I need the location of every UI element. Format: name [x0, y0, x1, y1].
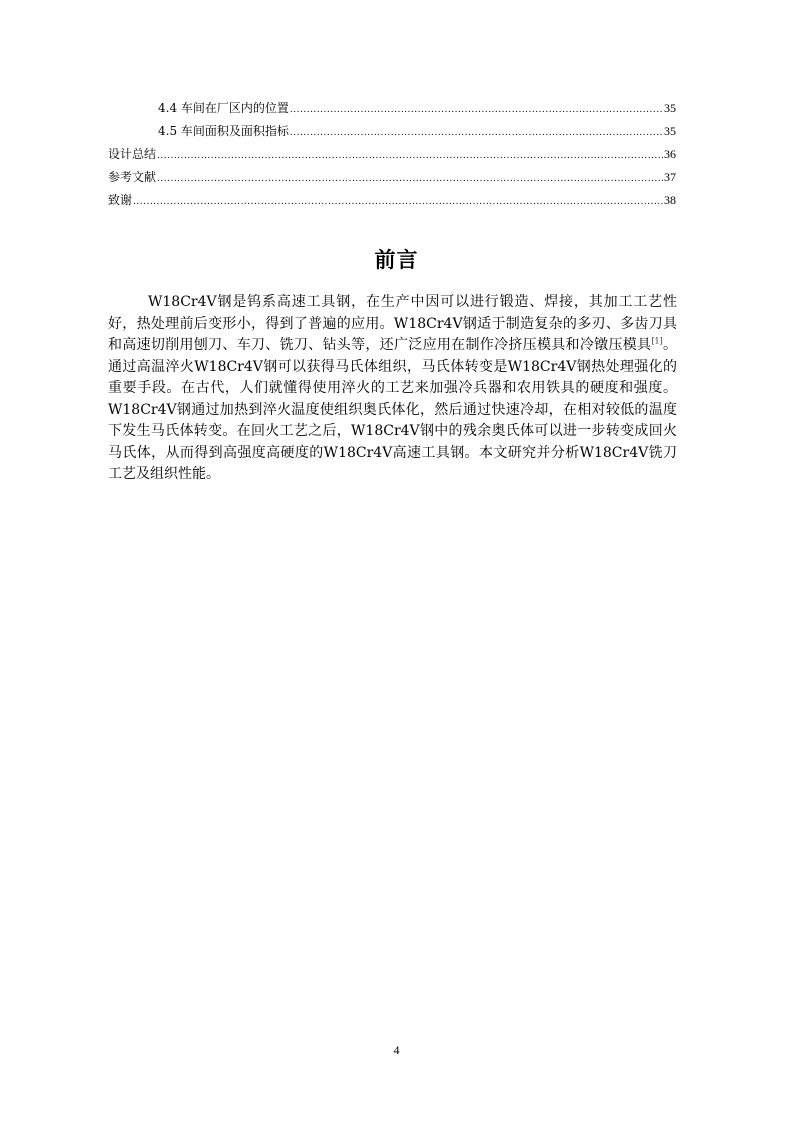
- toc-entry-design-summary[interactable]: [108, 143, 676, 166]
- toc-entry-acknowledgements[interactable]: [108, 189, 676, 212]
- toc-leader-dots: [290, 99, 663, 122]
- toc-entry-title: 4.5 车间面积及面积指标: [158, 124, 289, 138]
- toc-entry-page: 38: [664, 193, 676, 207]
- toc-entry-4-5[interactable]: [108, 120, 676, 143]
- toc-entry-title: 设计总结: [108, 147, 157, 161]
- toc-entry-page: 35: [664, 101, 676, 115]
- toc-leader-dots: [290, 122, 663, 145]
- toc-leader-dots: [133, 191, 663, 214]
- toc-entry-title: 致谢: [108, 193, 133, 207]
- toc-entry-4-4[interactable]: [108, 97, 676, 120]
- toc-leader-dots: [157, 168, 663, 191]
- toc-entry-page: 36: [664, 147, 676, 161]
- citation-reference[interactable]: [1]: [651, 336, 663, 346]
- toc-entry-title: 4.4 车间在厂区内的位置: [158, 101, 289, 115]
- toc-leader-dots: [157, 145, 663, 168]
- toc-entry-page: 35: [664, 124, 676, 138]
- toc-entry-references[interactable]: [108, 166, 676, 189]
- preface-paragraph: [108, 292, 677, 486]
- page-number: 4: [393, 1043, 400, 1057]
- toc-entry-page: 37: [664, 170, 676, 184]
- preface-heading: 前言: [374, 248, 419, 272]
- table-of-contents: [108, 97, 676, 212]
- preface-text-part-2: 。通过高温淬火W18Cr4V钢可以获得马氏体组织，马氏体转变是W18Cr4V钢热处理强化的重要手段。在古代，人们就懂得使用淬火的工艺来加强冷兵器和农用铁具的硬度和强度。W18Cr4V钢通过加热到淬火温度使组织奥氏体化，然后通过快速冷却，在相对较低的温度下发生马氏体转变。在回火工艺之后，W18Cr4V钢中的残余奥氏体可以进一步转变成回火马氏体，从而得到高强度高硬度的W18Cr4V高速工具钢。本文研究并分析W18Cr4V铣刀工艺及组织性能。: [108, 337, 678, 482]
- preface-text-part-1: W18Cr4V钢是钨系高速工具钢，在生产中因可以进行锻造、焊接，其加工工艺性好，热处理前后变形小，得到了普遍的应用。W18Cr4V钢适于制造复杂的多刃、多齿刀具和高速切削用刨刀、车刀、铣刀、钻头等，还广泛应用在制作冷挤压模具和冷镦压模具: [108, 294, 677, 353]
- toc-entry-title: 参考文献: [108, 170, 157, 184]
